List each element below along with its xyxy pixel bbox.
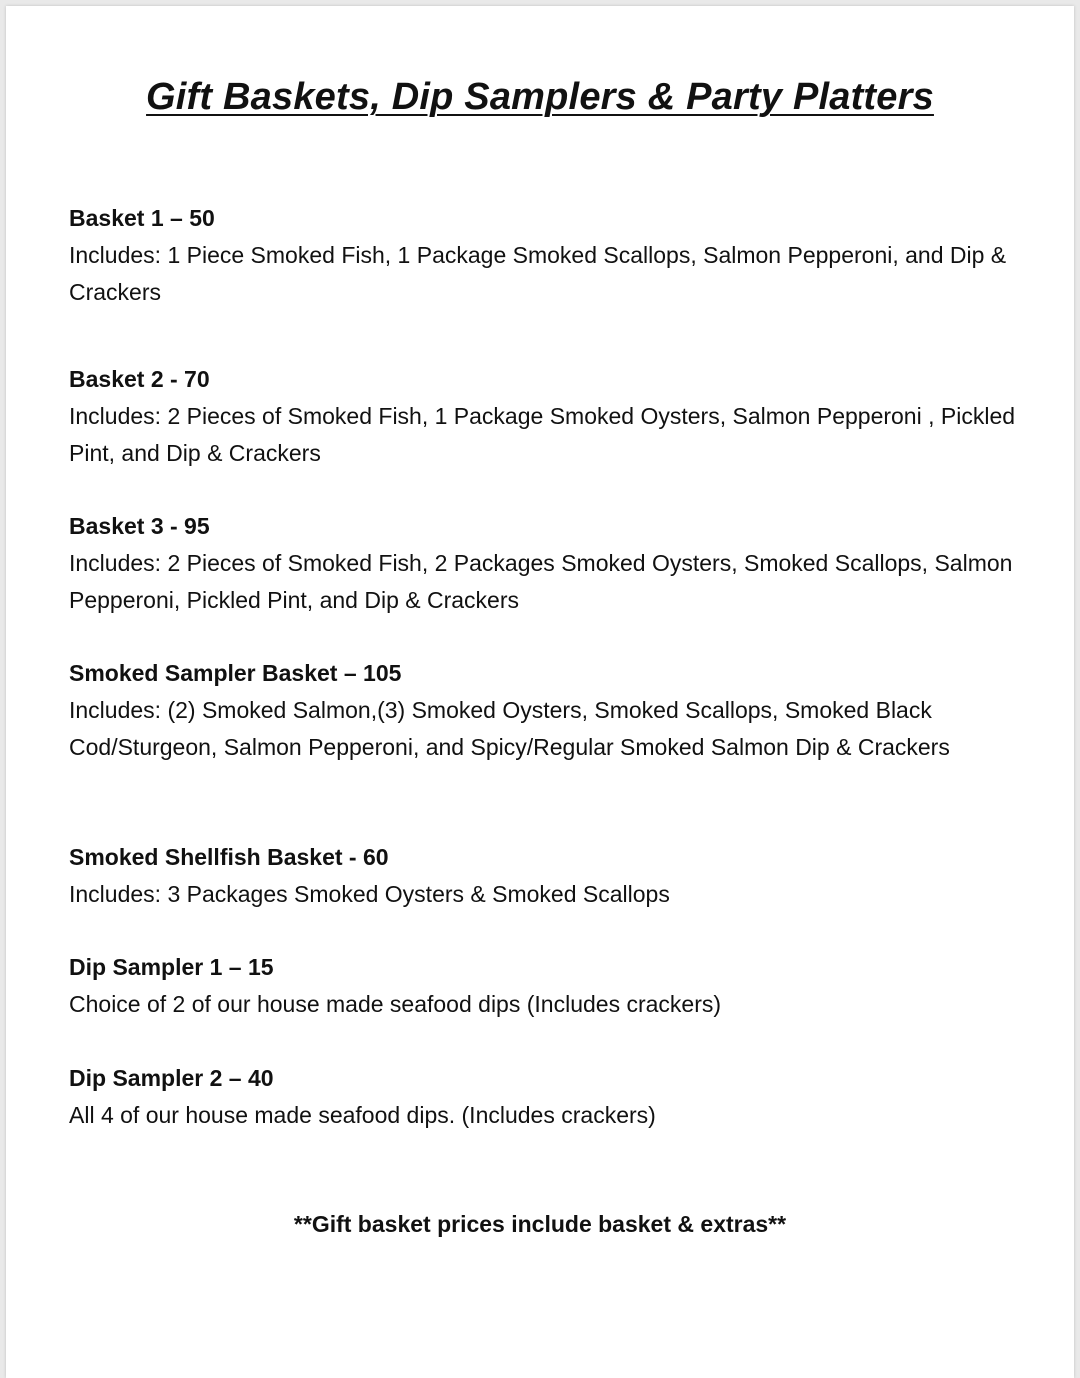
menu-item-smoked-sampler-basket [69,655,1029,766]
menu-item-basket-3 [69,508,1029,619]
footnote: **Gift basket prices include basket & extras** [293,1211,787,1237]
item-description: Includes: 2 Pieces of Smoked Fish, 2 Packages Smoked Oysters, Smoked Scallops, Salmon Pepperoni, Pickled Pint, and Dip & Crackers [69,550,1013,613]
menu-item-smoked-shellfish-basket [69,839,1029,913]
item-description: All 4 of our house made seafood dips. (Includes crackers) [69,1102,656,1128]
item-description: Includes: (2) Smoked Salmon,(3) Smoked Oysters, Smoked Scallops, Smoked Black Cod/Sturgeon, Salmon Pepperoni, and Spicy/Regular Smoked Salmon Dip & Crackers [69,697,950,760]
page-title: Gift Baskets, Dip Samplers & Party Platters [146,76,934,118]
menu-item-basket-1 [69,200,1029,311]
item-description: Includes: 1 Piece Smoked Fish, 1 Package Smoked Scallops, Salmon Pepperoni, and Dip & Crackers [69,242,1007,305]
menu-item-basket-2 [69,361,1029,472]
item-heading: Basket 3 - 95 [69,513,210,539]
item-description: Includes: 2 Pieces of Smoked Fish, 1 Package Smoked Oysters, Salmon Pepperoni , Pickled Pint, and Dip & Crackers [69,403,1016,466]
menu-item-dip-sampler-1 [69,949,1029,1023]
item-heading: Smoked Shellfish Basket - 60 [69,844,389,870]
item-description: Includes: 3 Packages Smoked Oysters & Smoked Scallops [69,881,670,907]
item-heading: Dip Sampler 2 – 40 [69,1065,274,1091]
item-heading: Smoked Sampler Basket – 105 [69,660,402,686]
menu-item-dip-sampler-2 [69,1060,1029,1134]
item-heading: Basket 2 - 70 [69,366,210,392]
item-heading: Basket 1 – 50 [69,205,215,231]
item-heading: Dip Sampler 1 – 15 [69,954,274,980]
document-page [6,6,1074,1378]
item-description: Choice of 2 of our house made seafood dips (Includes crackers) [69,991,722,1017]
